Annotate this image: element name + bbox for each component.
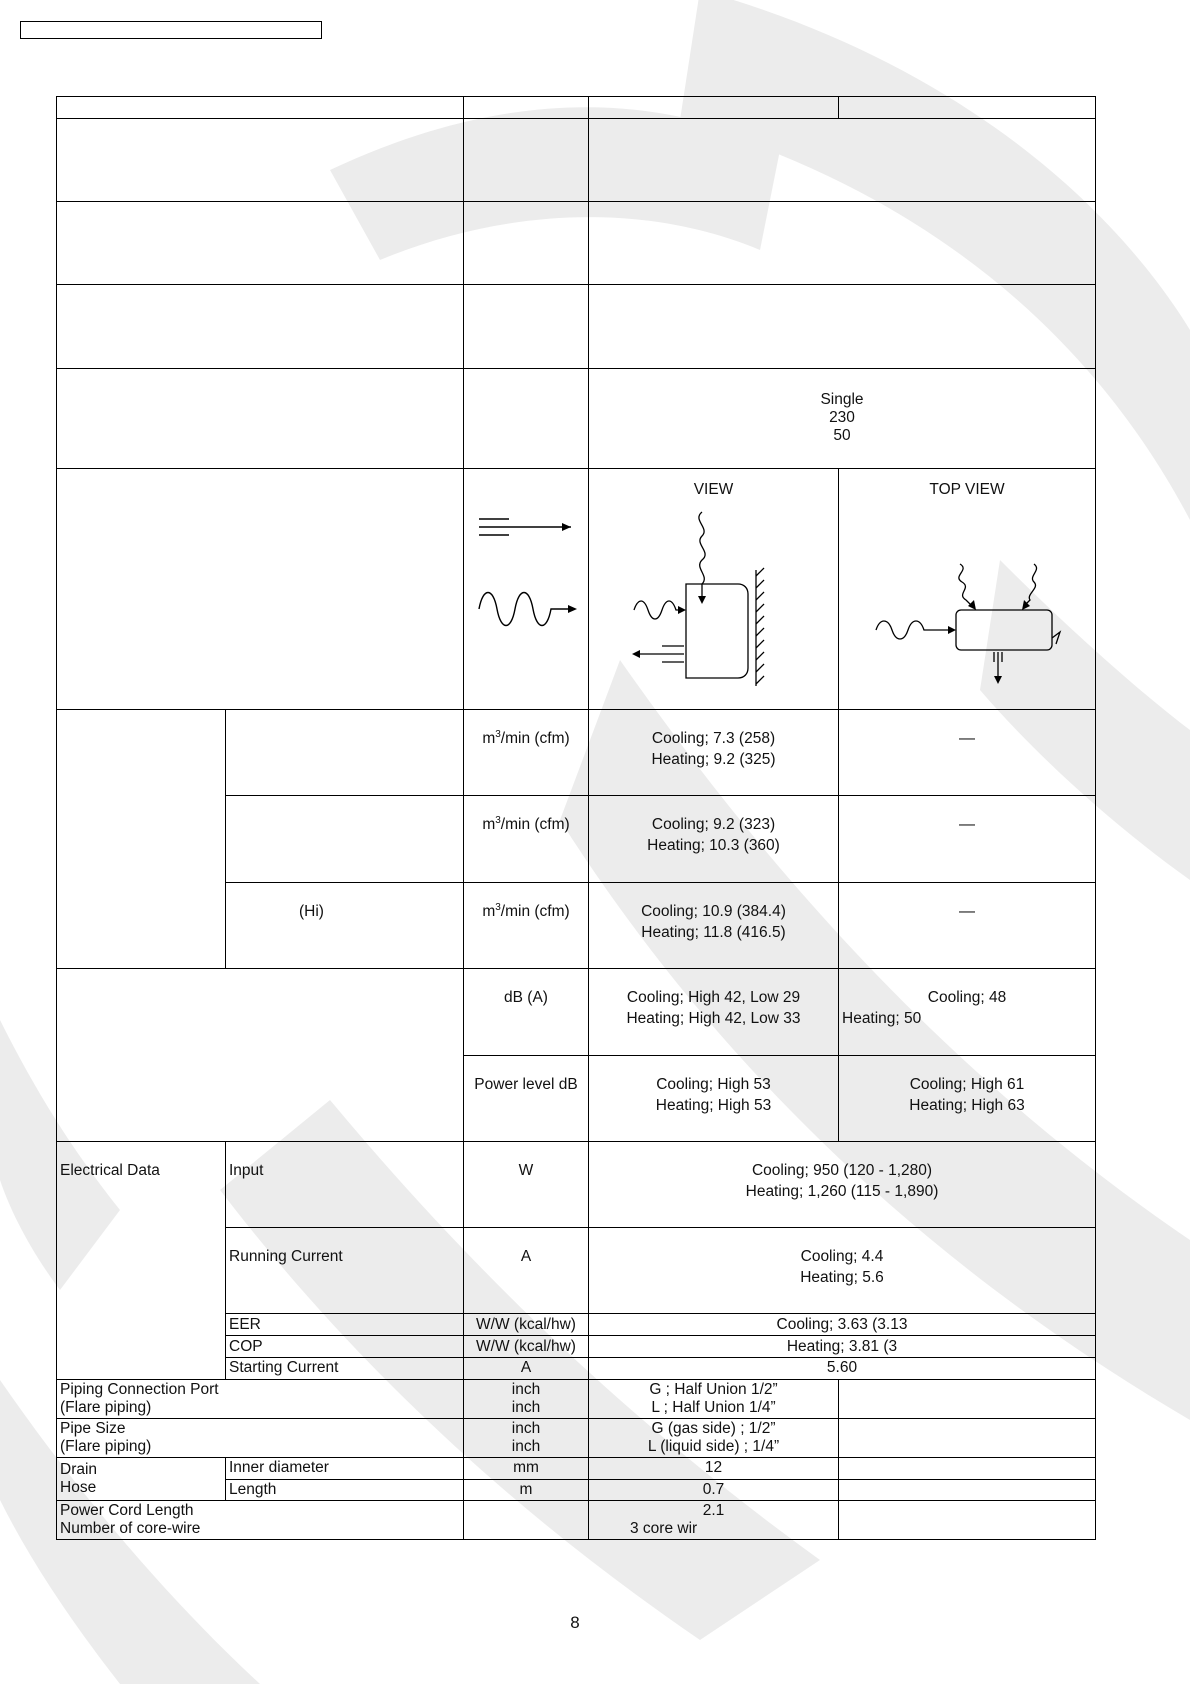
pipe-size-outdoor [839,1418,1096,1457]
inlet-wave [634,601,680,619]
blank-unit-cell [464,285,589,368]
outdoor-unit-body [956,610,1052,650]
power-source-label-cell [57,368,464,468]
header-outdoor-cell [839,97,1096,119]
piping-port-unit: inch inch [464,1379,589,1418]
blank-value-cell [589,119,1096,202]
airflow-label-cell [226,882,464,968]
airflow-row-1 [57,710,1096,796]
running-current-value-cell: Cooling; 4.4 Heating; 5.6 [589,1228,1096,1314]
blank-item-cell [57,119,464,202]
hose-length-value: 0.7 [589,1479,839,1500]
power-cord-outdoor [839,1500,1096,1539]
legend-arrowhead [562,523,571,531]
eer-value: Cooling; 3.63 (3.13 [589,1314,1096,1336]
power-cord-row [57,1500,1096,1539]
input-label: Input [226,1142,464,1228]
power-source-unit-cell [464,368,589,468]
blank-row-1 [57,119,1096,202]
header-item-cell [57,97,464,119]
header-row [57,97,1096,119]
airflow-diagram-row [57,468,1096,710]
blank-value-cell [589,202,1096,285]
piping-port-label: Piping Connection Port (Flare piping) [57,1379,464,1418]
top-view-title: TOP VIEW [929,480,1005,498]
airflow-group-label-cell [57,710,226,969]
eer-label: EER [226,1314,464,1336]
noise-pressure-indoor: Cooling; High 42, Low 29 Heating; High 42, Low 33 [589,968,839,1055]
power-cord-indoor: 2.1 3 core wir [589,1500,839,1539]
airflow-outdoor-cell: — [839,710,1096,796]
hose-length-label: Length [226,1479,464,1500]
running-current-unit: A [464,1228,589,1314]
airflow-legend-diagram [467,469,585,704]
inner-diameter-value: 12 [589,1457,839,1479]
piping-port-outdoor [839,1379,1096,1418]
starting-current-unit: A [464,1357,589,1379]
page-number: 8 [570,1613,580,1632]
blank-row-2 [57,202,1096,285]
pipe-size-indoor: G (gas side) ; 1/2” L (liquid side) ; 1/4” [589,1418,839,1457]
pipe-size-label: Pipe Size (Flare piping) [57,1418,464,1457]
input-value-cell: Cooling; 950 (120 - 1,280) Heating; 1,260 (115 - 1,890) [589,1142,1096,1228]
airflow-unit-cell: $m^3/\min$ (cfm) [464,882,589,968]
pipe-size-unit: inch inch [464,1418,589,1457]
electrical-data-label: Electrical Data [57,1142,226,1379]
running-current-label: Running Current [226,1228,464,1314]
noise-power-outdoor: Cooling; High 61 Heating; High 63 [839,1055,1096,1141]
airflow-indoor-cell: Cooling; 7.3 (258) Heating; 9.2 (325) [589,710,839,796]
airflow-legend-cell [464,468,589,710]
airflow-speed-label: (Hi) [299,902,324,920]
starting-current-value: 5.60 [589,1357,1096,1379]
heat-wave-left [959,564,972,606]
top-view-diagram [842,500,1092,690]
side-view-title: VIEW [693,480,734,498]
page-header-box [20,21,322,39]
noise-pressure-outdoor: Cooling; 48 Heating; 50 [839,968,1096,1055]
drain-hose-label: Drain Hose [57,1457,226,1500]
hose-length-unit: m [464,1479,589,1500]
airflow-label-cell [226,796,464,882]
cop-value: Heating; 3.81 (3 [589,1336,1096,1357]
inner-diameter-outdoor [839,1457,1096,1479]
noise-power-indoor: Cooling; High 53 Heating; High 53 [589,1055,839,1141]
piping-port-indoor: G ; Half Union 1/2” L ; Half Union 1/4” [589,1379,839,1418]
noise-power-unit: Power level dB [464,1055,589,1141]
hose-length-outdoor [839,1479,1096,1500]
phase-value: Single [820,391,864,409]
piping-port-row [57,1379,1096,1418]
voltage-value: 230 [829,409,855,427]
input-row [57,1142,1096,1228]
airflow-outdoor-cell: — [839,882,1096,968]
starting-current-label: Starting Current [226,1357,464,1379]
header-indoor-cell [589,97,839,119]
power-cord-label: Power Cord Length Number of core-wire [57,1500,464,1539]
noise-pressure-row [57,968,1096,1055]
blank-item-cell [57,202,464,285]
airflow-label-cell [226,710,464,796]
header-unit-cell [464,97,589,119]
cop-unit: W/W (kcal/hw) [464,1336,589,1357]
airflow-unit-cell: $m^3/\min$ (cfm) [464,796,589,882]
frequency-value: 50 [833,427,851,445]
blank-row-3 [57,285,1096,368]
airflow-outdoor-cell: — [839,796,1096,882]
power-source-value-cell [589,368,1096,468]
pipe-size-row [57,1418,1096,1457]
inner-diameter-unit: mm [464,1457,589,1479]
airflow-indoor-cell: Cooling; 10.9 (384.4) Heating; 11.8 (416.5) [589,882,839,968]
power-cord-unit [464,1500,589,1539]
heat-wave-right [1024,564,1037,606]
side-view-cell [589,468,839,710]
input-unit: W [464,1142,589,1228]
inner-diameter-label: Inner diameter [226,1457,464,1479]
airflow-unit-cell: $m^3/\min$ (cfm) [464,710,589,796]
inlet-wave [876,621,948,639]
power-source-row [57,368,1096,468]
blank-unit-cell [464,202,589,285]
blank-value-cell [589,285,1096,368]
cop-label: COP [226,1336,464,1357]
blank-item-cell [57,285,464,368]
legend-wave [479,592,571,625]
heat-wave-down [699,512,705,598]
eer-unit: W/W (kcal/hw) [464,1314,589,1336]
side-view-diagram [592,500,836,690]
noise-label-cell [57,968,464,1141]
unit-body [686,584,748,678]
top-view-cell [839,468,1096,710]
airflow-indoor-cell: Cooling; 9.2 (323) Heating; 10.3 (360) [589,796,839,882]
spec-table [56,96,1096,1540]
noise-pressure-unit: dB (A) [464,968,589,1055]
drain-inner-row [57,1457,1096,1479]
legend-arrowhead [568,605,577,613]
airflow-diagram-label-cell [57,468,464,710]
blank-unit-cell [464,119,589,202]
